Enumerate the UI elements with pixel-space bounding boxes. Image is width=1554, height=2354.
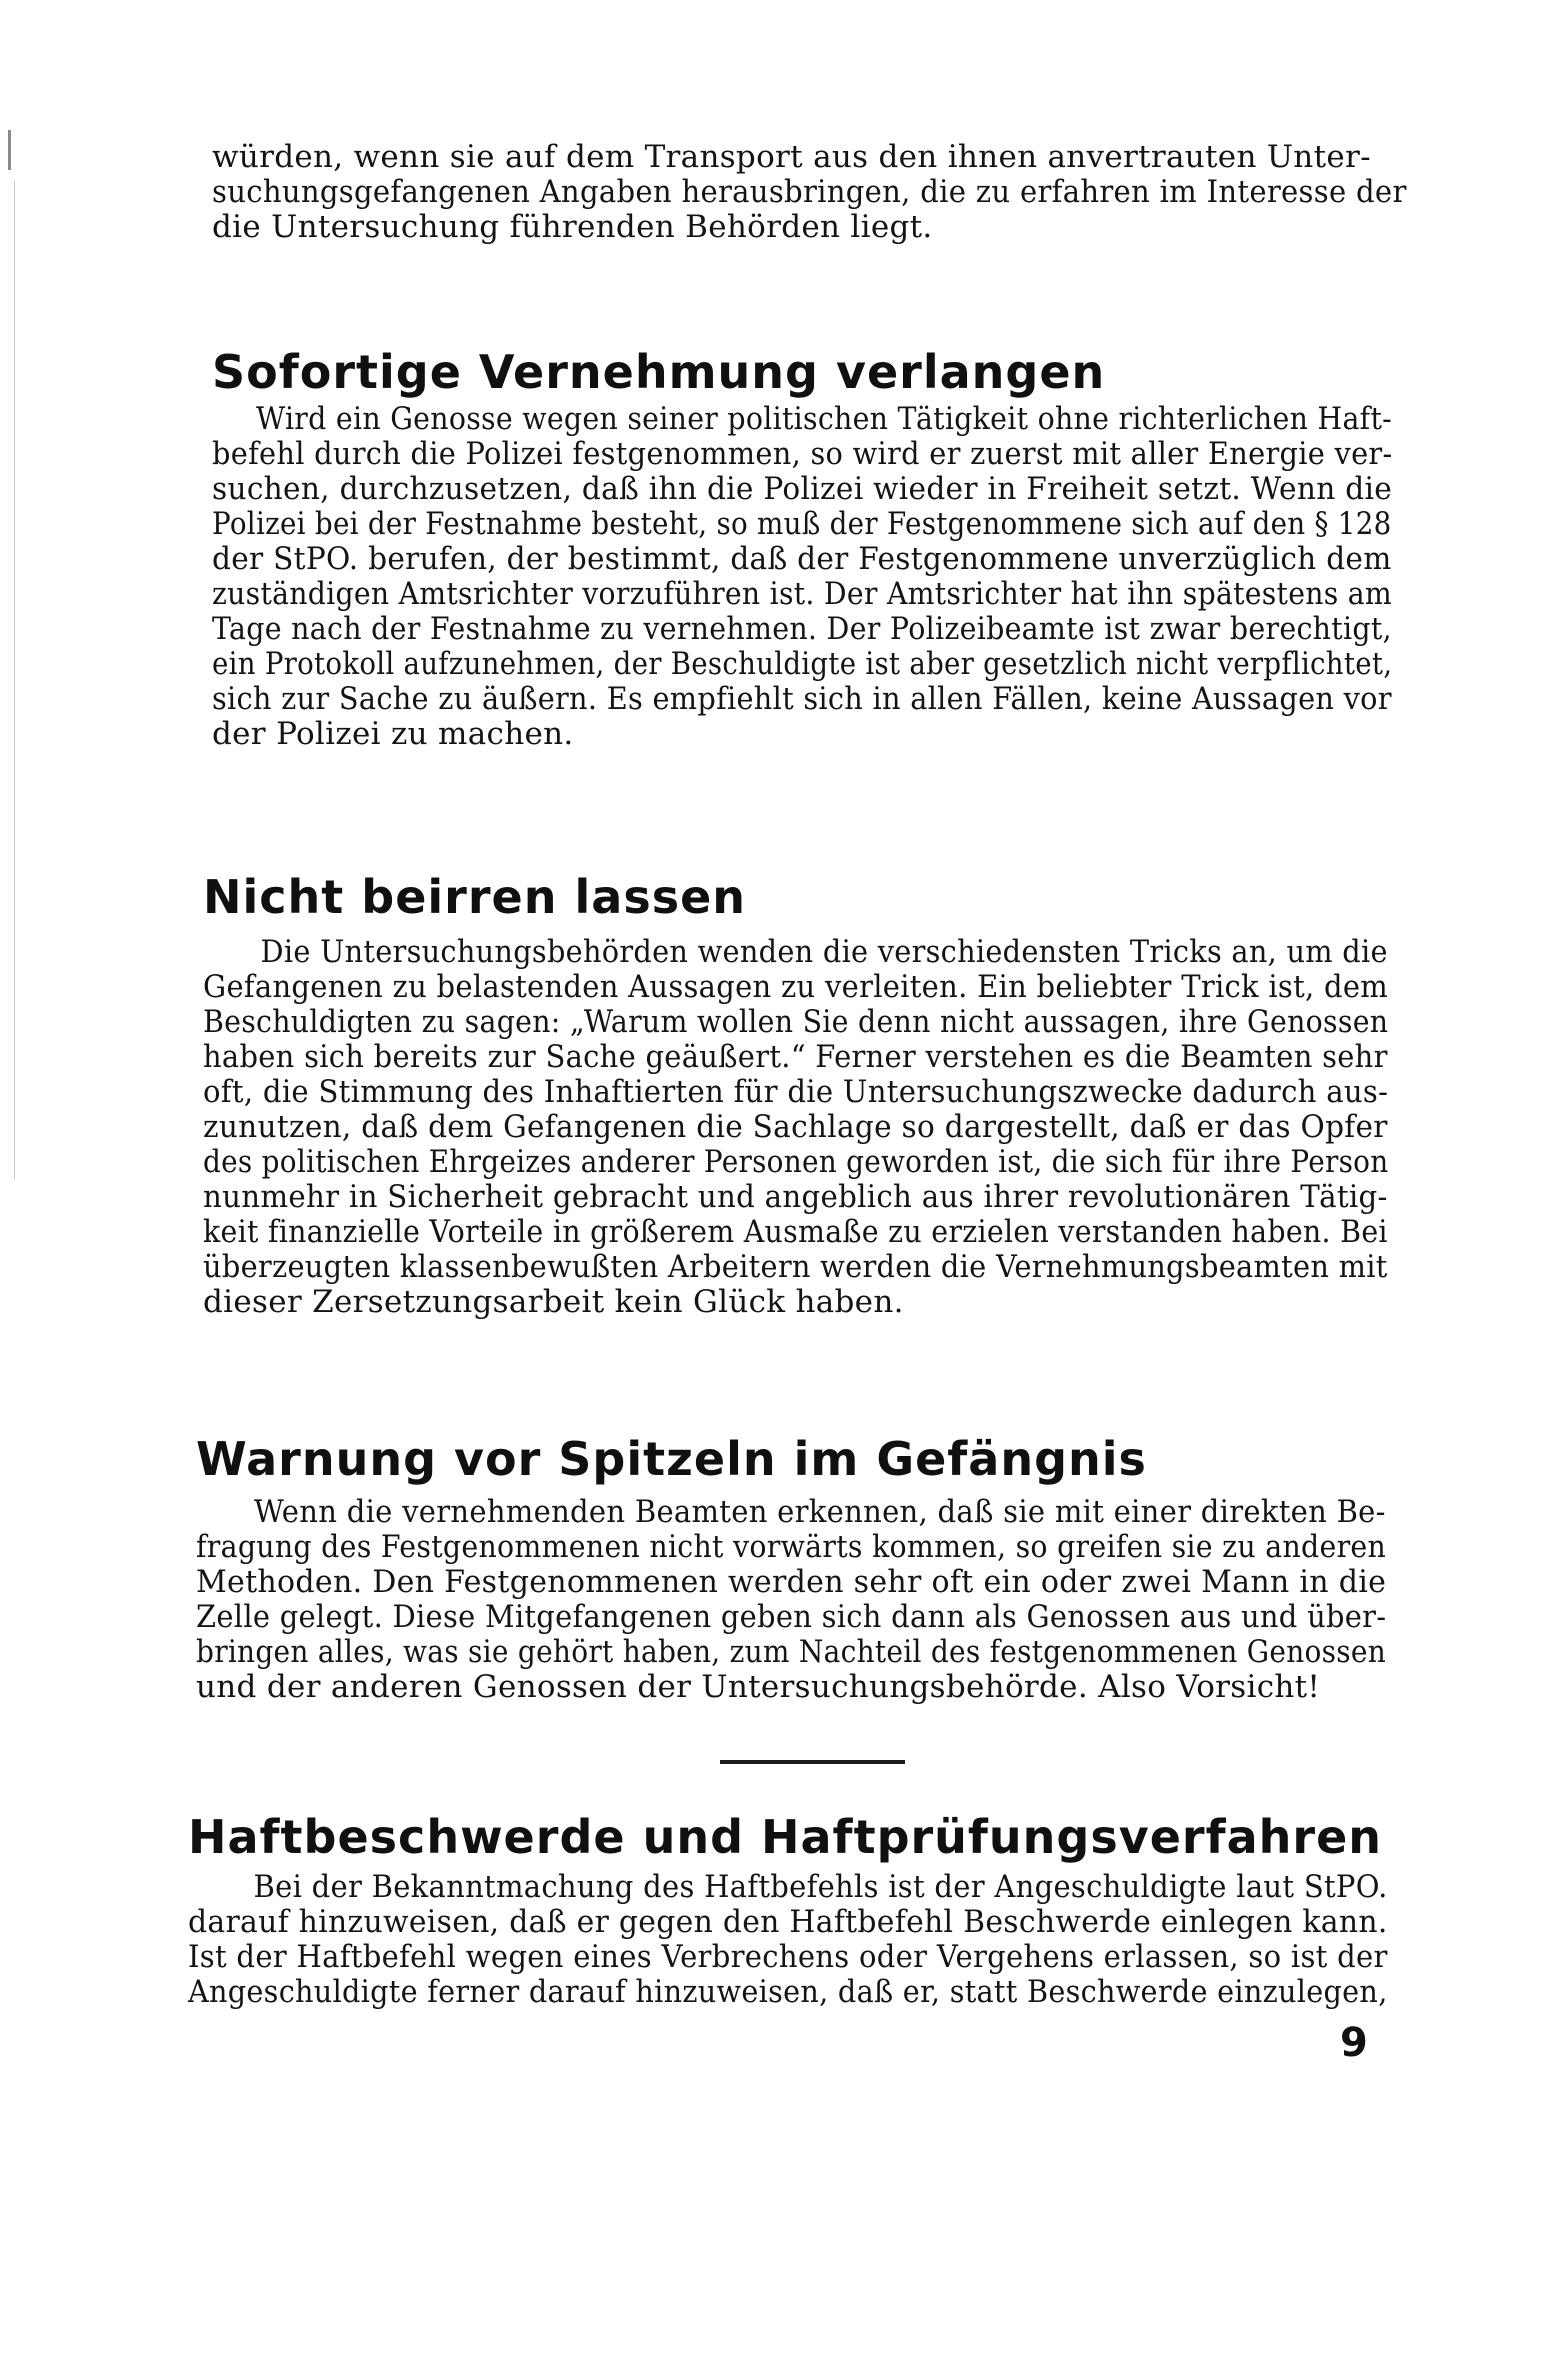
- section-divider: [720, 1760, 905, 1764]
- section-heading: Nicht beirren lassen: [203, 870, 747, 924]
- text-line: Beschuldigten zu sagen: „Warum wollen Sie denn nicht aussagen, ihre Genossen: [203, 1004, 1389, 1040]
- section-heading: Haftbeschwerde und Haftprüfungsverfahren: [188, 1810, 1383, 1864]
- text-line: der StPO. berufen, der bestimmt, daß der Festgenommene unverzüglich dem: [212, 541, 1392, 577]
- section-paragraph: [203, 935, 1388, 1320]
- text-line: Ist der Haftbefehl wegen eines Verbrechens oder Vergehens erlassen, so ist der: [188, 1939, 1388, 1975]
- text-line: Die Untersuchungsbehörden wenden die verschiedensten Tricks an, um die: [260, 934, 1388, 970]
- text-line: suchungsgefangenen Angaben herausbringen, die zu erfahren im Interesse der: [212, 174, 1407, 210]
- text-line: und der anderen Genossen der Untersuchungsbehörde. Also Vorsicht!: [196, 1669, 1321, 1705]
- text-line: Polizei bei der Festnahme besteht, so muß der Festgenommene sich auf den § 128: [212, 506, 1392, 542]
- text-line: keit finanzielle Vorteile in größerem Ausmaße zu erzielen verstanden haben. Bei: [203, 1214, 1388, 1250]
- text-line: Gefangenen zu belastenden Aussagen zu verleiten. Ein beliebter Trick ist, dem: [203, 969, 1389, 1005]
- intro-paragraph: [212, 140, 1407, 245]
- section-heading: Sofortige Vernehmung verlangen: [212, 345, 1106, 399]
- section-paragraph: [212, 402, 1392, 752]
- text-line: würden, wenn sie auf dem Transport aus den ihnen anvertrauten Unter-: [212, 139, 1371, 175]
- text-line: ein Protokoll aufzunehmen, der Beschuldigte ist aber gesetzlich nicht verpflichtet,: [212, 646, 1393, 682]
- text-line: bringen alles, was sie gehört haben, zum Nachteil des festgenommenen Genossen: [196, 1634, 1387, 1670]
- text-line: der Polizei zu machen.: [212, 716, 574, 752]
- text-line: nunmehr in Sicherheit gebracht und angeblich aus ihrer revolutionären Tätig-: [203, 1179, 1388, 1215]
- text-line: fragung des Festgenommenen nicht vorwärts kommen, so greifen sie zu anderen: [196, 1529, 1387, 1565]
- text-line: oft, die Stimmung des Inhaftierten für die Untersuchungszwecke dadurch aus-: [203, 1074, 1389, 1110]
- text-line: Methoden. Den Festgenommenen werden sehr oft ein oder zwei Mann in die: [196, 1564, 1387, 1600]
- text-line: Angeschuldigte ferner darauf hinzuweisen, daß er, statt Beschwerde einzulegen,: [188, 1974, 1388, 2010]
- text-line: Zelle gelegt. Diese Mitgefangenen geben sich dann als Genossen aus und über-: [196, 1599, 1387, 1635]
- text-line: sich zur Sache zu äußern. Es empfiehlt sich in allen Fällen, keine Aussagen vor: [212, 681, 1392, 717]
- text-line: darauf hinzuweisen, daß er gegen den Haftbefehl Beschwerde einlegen kann.: [188, 1904, 1388, 1940]
- text-line: überzeugten klassenbewußten Arbeitern werden die Vernehmungsbeamten mit: [203, 1249, 1388, 1285]
- text-line: Tage nach der Festnahme zu vernehmen. Der Polizeibeamte ist zwar berechtigt,: [212, 611, 1392, 647]
- scan-edge-mark: [14, 180, 15, 1180]
- text-line: zunutzen, daß dem Gefangenen die Sachlage so dargestellt, daß er das Opfer: [203, 1109, 1388, 1145]
- text-line: die Untersuchung führenden Behörden liegt.: [212, 209, 933, 245]
- text-line: Wird ein Genosse wegen seiner politischen Tätigkeit ohne richterlichen Haft-: [255, 401, 1393, 437]
- page-number: 9: [1340, 2020, 1368, 2066]
- text-line: suchen, durchzusetzen, daß ihn die Polizei wieder in Freiheit setzt. Wenn die: [212, 471, 1393, 507]
- text-line: zuständigen Amtsrichter vorzuführen ist. Der Amtsrichter hat ihn spätestens am: [212, 576, 1393, 612]
- scan-edge-mark: [8, 130, 11, 170]
- section-heading: Warnung vor Spitzeln im Gefängnis: [196, 1432, 1147, 1486]
- text-line: dieser Zersetzungsarbeit kein Glück haben.: [203, 1284, 904, 1320]
- text-line: haben sich bereits zur Sache geäußert.“ Ferner verstehen es die Beamten sehr: [203, 1039, 1388, 1075]
- section-paragraph: [196, 1495, 1386, 1705]
- text-line: des politischen Ehrgeizes anderer Personen geworden ist, die sich für ihre Person: [203, 1144, 1389, 1180]
- text-line: befehl durch die Polizei festgenommen, so wird er zuerst mit aller Energie ver-: [212, 436, 1393, 472]
- section-paragraph: [188, 1870, 1388, 2010]
- text-line: Bei der Bekanntmachung des Haftbefehls ist der Angeschuldigte laut StPO.: [253, 1869, 1388, 1905]
- text-line: Wenn die vernehmenden Beamten erkennen, daß sie mit einer direkten Be-: [254, 1494, 1386, 1530]
